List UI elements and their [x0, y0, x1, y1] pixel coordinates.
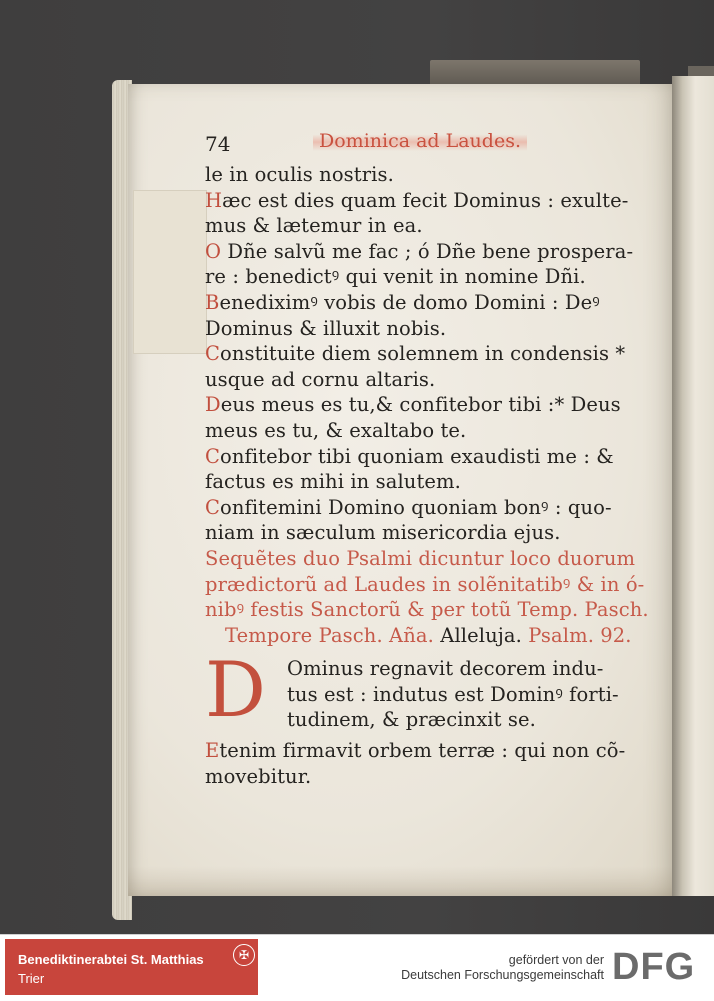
text-line — [205, 367, 665, 393]
psalm-reference: Psalm. 92. — [528, 623, 632, 647]
text-line — [205, 392, 665, 418]
text-line — [205, 418, 665, 444]
line-text: movebitur. — [205, 764, 312, 788]
red-initial: B — [205, 290, 220, 314]
line-text: Dominus & illuxit nobis. — [205, 316, 447, 340]
line-text: Sequẽtes duo Psalmi dicuntur loco duorum — [205, 546, 636, 570]
text-line — [205, 239, 665, 265]
line-text: onstituite diem solemnem in condensis * — [220, 342, 626, 366]
text-line — [205, 444, 665, 470]
text-line — [205, 469, 665, 495]
book-gutter — [672, 76, 714, 896]
line-text: meus es tu, & exaltabo te. — [205, 418, 467, 442]
page-header — [205, 132, 665, 162]
institution-city: Trier — [18, 971, 45, 986]
institution-logo[interactable] — [5, 939, 258, 995]
psalm-opening — [205, 645, 665, 735]
text-line — [205, 764, 665, 790]
antiphon-initial: A — [440, 623, 455, 647]
line-text: æc est dies quam fecit Dominus : exulte- — [222, 188, 629, 212]
funder-line: Deutschen Forschungsgemeinschaft — [401, 968, 604, 982]
funder-line: gefördert von der — [508, 953, 604, 967]
line-text: enediximꝰ vobis de domo Domini : Deꝰ — [219, 290, 600, 314]
antiphon-rubric: Tempore Pasch. Aña. — [225, 623, 434, 647]
line-text: factus es mihi in salutem. — [205, 470, 461, 494]
line-text: onfitebor tibi quoniam exaudisti me : & — [220, 444, 614, 468]
institution-name: Benediktinerabtei St. Matthias — [18, 952, 204, 967]
line-text: eus meus es tu,& confitebor tibi :* Deus — [220, 393, 621, 417]
rubric-line — [205, 597, 665, 623]
red-initial: H — [205, 188, 223, 212]
text-line — [205, 213, 665, 239]
line-text: nibꝰ festis Sanctorũ & per totũ Temp. Pasch. — [205, 598, 649, 622]
psalm-line: tus est : indutus est Dominꝰ forti- — [287, 682, 619, 706]
line-text: usque ad cornu altaris. — [205, 367, 436, 391]
drop-capital: D — [205, 645, 266, 735]
text-line — [205, 316, 665, 342]
red-initial: C — [205, 495, 221, 519]
line-text: mus & lætemur in ea. — [205, 214, 423, 238]
line-text: onfitemini Domino quoniam bonꝰ : quo- — [220, 495, 612, 519]
text-line — [205, 341, 665, 367]
text-line — [205, 264, 665, 290]
abbey-emblem-icon: ✠ — [233, 944, 255, 966]
red-initial: C — [205, 444, 221, 468]
text-line — [205, 290, 665, 316]
antiphon-text: lleluja. — [454, 623, 522, 647]
page-number: 74 — [205, 132, 231, 156]
red-initial: E — [205, 739, 220, 763]
line-text: le in oculis nostris. — [205, 163, 394, 186]
red-initial: C — [205, 342, 221, 366]
line-text: tenim firmavit orbem terræ : qui non cõ- — [219, 739, 626, 763]
dfg-logo[interactable]: DFG — [612, 946, 696, 988]
line-text: prædictorũ ad Laudes in solẽnitatibꝰ & in ó- — [205, 572, 645, 596]
paper-patch — [133, 190, 207, 354]
line-text: niam in sæculum misericordia ejus. — [205, 521, 561, 545]
antiphon-line — [205, 623, 665, 649]
text-line — [205, 188, 665, 214]
running-title: Dominica ad Laudes. — [313, 130, 527, 152]
line-text: re : benedictꝰ qui venit in nomine Dñi. — [205, 265, 586, 289]
line-text: Dñe salvũ me fac ; ó Dñe bene prospera- — [221, 239, 634, 263]
footer-bar — [0, 934, 714, 1001]
psalm-line: Ominus regnavit decorem indu- — [287, 657, 604, 681]
text-line — [205, 520, 665, 546]
red-initial: O — [205, 239, 222, 263]
rubric-line — [205, 546, 665, 572]
psalm-line: tudinem, & præcinxit se. — [287, 708, 536, 732]
page-text — [205, 132, 665, 789]
text-line — [205, 162, 665, 188]
body-lines — [205, 162, 665, 623]
text-line — [205, 495, 665, 521]
text-line — [205, 738, 665, 764]
red-initial: D — [205, 393, 221, 417]
rubric-line — [205, 572, 665, 598]
funder-text — [360, 953, 604, 983]
